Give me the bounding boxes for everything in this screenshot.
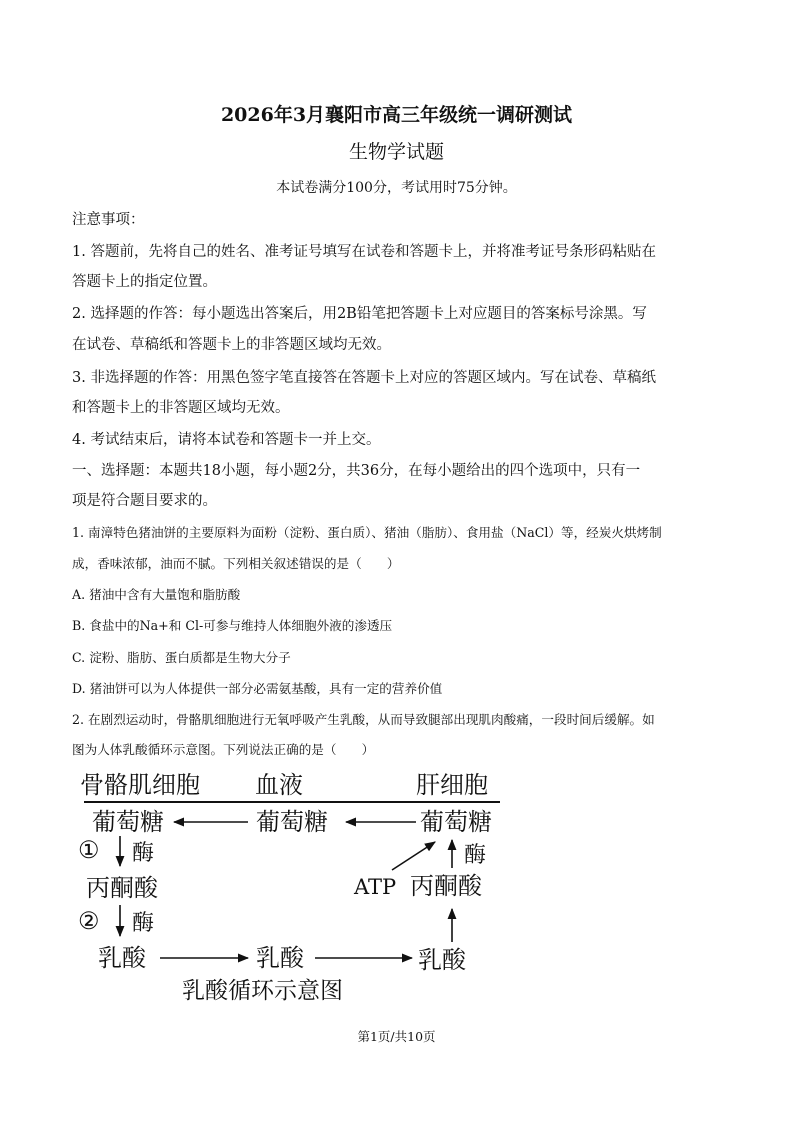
section-heading: 一、选择题：本题共18小题，每小题2分，共36分，在每小题给出的四个选项中，只有一: [72, 463, 641, 479]
note-line: 和答题卡上的非答题区域均无效。: [72, 400, 290, 416]
question-1-stem: 成，香味浓郁，油而不腻。下列相关叙述错误的是（ ）: [72, 556, 400, 571]
question-1-option-b: B. 食盐中的Na+和 Cl-可参与维持人体细胞外液的渗透压: [72, 618, 393, 633]
pyruvate-muscle: 丙酮酸: [86, 874, 158, 902]
question-2-stem: 2. 在剧烈运动时，骨骼肌细胞进行无氧呼吸产生乳酸，从而导致腿部出现肌肉酸痛，一段时间后缓解。如: [72, 712, 655, 727]
lactate-muscle: 乳酸: [98, 944, 146, 972]
column-label-liver-cell: 肝细胞: [416, 771, 488, 799]
pyruvate-liver: 丙酮酸: [410, 872, 482, 900]
atp-label: ATP: [354, 875, 397, 899]
exam-title: 2026年3月襄阳市高三年级统一调研测试: [220, 104, 573, 126]
diagram-caption: 乳酸循环示意图: [182, 978, 343, 1004]
glucose-blood: 葡萄糖: [256, 808, 328, 836]
step-2-label: ②: [78, 907, 100, 935]
question-2-stem: 图为人体乳酸循环示意图。下列说法正确的是（ ）: [72, 742, 375, 757]
enzyme-label: 酶: [464, 843, 487, 868]
note-line: 在试卷、草稿纸和答题卡上的非答题区域均无效。: [72, 337, 391, 353]
question-1-stem: 1. 南漳特色猪油饼的主要原料为面粉（淀粉、蛋白质）、猪油（脂肪）、食用盐（NaCl）等，经炭火烘烤制: [72, 525, 662, 540]
section-heading: 项是符合题目要求的。: [72, 493, 217, 509]
note-line: 2. 选择题的作答：每小题选出答案后，用2B铅笔把答题卡上对应题目的答案标号涂黑。写: [72, 306, 647, 322]
exam-subtitle: 生物学试题: [348, 141, 444, 163]
question-1-option-d: D. 猪油饼可以为人体提供一部分必需氨基酸，具有一定的营养价值: [72, 681, 443, 696]
lactate-liver: 乳酸: [418, 946, 466, 974]
notes-heading: 注意事项：: [72, 212, 145, 228]
enzyme-label: 酶: [132, 841, 155, 866]
question-1-option-a: A. 猪油中含有大量饱和脂肪酸: [72, 587, 241, 602]
question-1-option-c: C. 淀粉、脂肪、蛋白质都是生物大分子: [72, 650, 291, 665]
note-line: 3. 非选择题的作答：用黑色签字笔直接答在答题卡上对应的答题区域内。写在试卷、草稿纸: [72, 370, 656, 386]
column-label-blood: 血液: [255, 771, 303, 799]
lactate-cycle-diagram: [70, 764, 510, 1014]
step-1-label: ①: [78, 836, 100, 864]
column-label-muscle-cell: 骨骼肌细胞: [80, 771, 200, 799]
exam-info: 本试卷满分100分，考试用时75分钟。: [276, 180, 517, 196]
glucose-muscle: 葡萄糖: [92, 808, 164, 836]
arrow-atp-to-glucose: [392, 842, 435, 870]
note-line: 4. 考试结束后，请将本试卷和答题卡一并上交。: [72, 432, 381, 448]
note-line: 答题卡上的指定位置。: [72, 274, 217, 290]
lactate-blood: 乳酸: [256, 944, 304, 972]
enzyme-label: 酶: [132, 911, 155, 936]
note-line: 1. 答题前，先将自己的姓名、准考证号填写在试卷和答题卡上，并将准考证号条形码粘贴在: [72, 244, 656, 260]
glucose-liver: 葡萄糖: [420, 808, 492, 836]
page-number: 第1页/共10页: [357, 1029, 436, 1044]
